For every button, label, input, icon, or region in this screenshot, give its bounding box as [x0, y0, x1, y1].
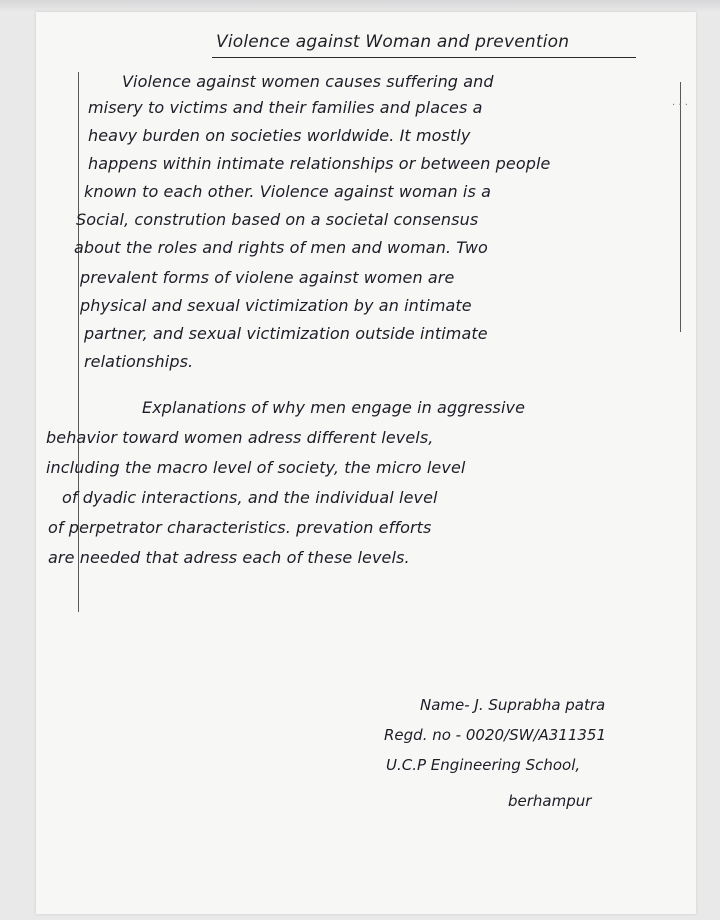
ink-dots: · · ·: [672, 100, 688, 111]
right-margin-line: [680, 82, 681, 332]
text-line-15: of dyadic interactions, and the individual level: [62, 488, 438, 507]
signature-name: Name- J. Suprabha patra: [420, 696, 606, 714]
text-line-10: partner, and sexual victimization outside intimate: [84, 324, 488, 343]
text-line-17: are needed that adress each of these levels.: [48, 548, 410, 567]
text-line-5: known to each other. Violence against woman is a: [84, 182, 492, 201]
handwritten-page: [36, 12, 696, 914]
text-line-3: heavy burden on societies worldwide. It mostly: [88, 126, 471, 145]
page-title: Violence against Woman and prevention: [216, 32, 570, 52]
signature-school: U.C.P Engineering School,: [386, 756, 581, 774]
title-underline: [212, 57, 636, 58]
text-line-14: including the macro level of society, the micro level: [46, 458, 466, 477]
text-line-4: happens within intimate relationships or between people: [88, 154, 551, 173]
text-line-1: Violence against women causes suffering and: [122, 72, 494, 91]
text-line-6: Social, constrution based on a societal consensus: [76, 210, 479, 229]
text-line-12: Explanations of why men engage in aggressive: [142, 398, 526, 417]
text-line-2: misery to victims and their families and places a: [88, 98, 483, 117]
text-line-16: of perpetrator characteristics. prevation efforts: [48, 518, 432, 537]
signature-regd-number: Regd. no - 0020/SW/A311351: [384, 726, 607, 744]
text-line-11: relationships.: [84, 352, 194, 371]
signature-place: berhampur: [508, 792, 592, 810]
text-line-7: about the roles and rights of men and woman. Two: [74, 238, 488, 257]
text-line-8: prevalent forms of violene against women are: [80, 268, 455, 287]
text-line-9: physical and sexual victimization by an intimate: [80, 296, 472, 315]
text-line-13: behavior toward women adress different levels,: [46, 428, 434, 447]
